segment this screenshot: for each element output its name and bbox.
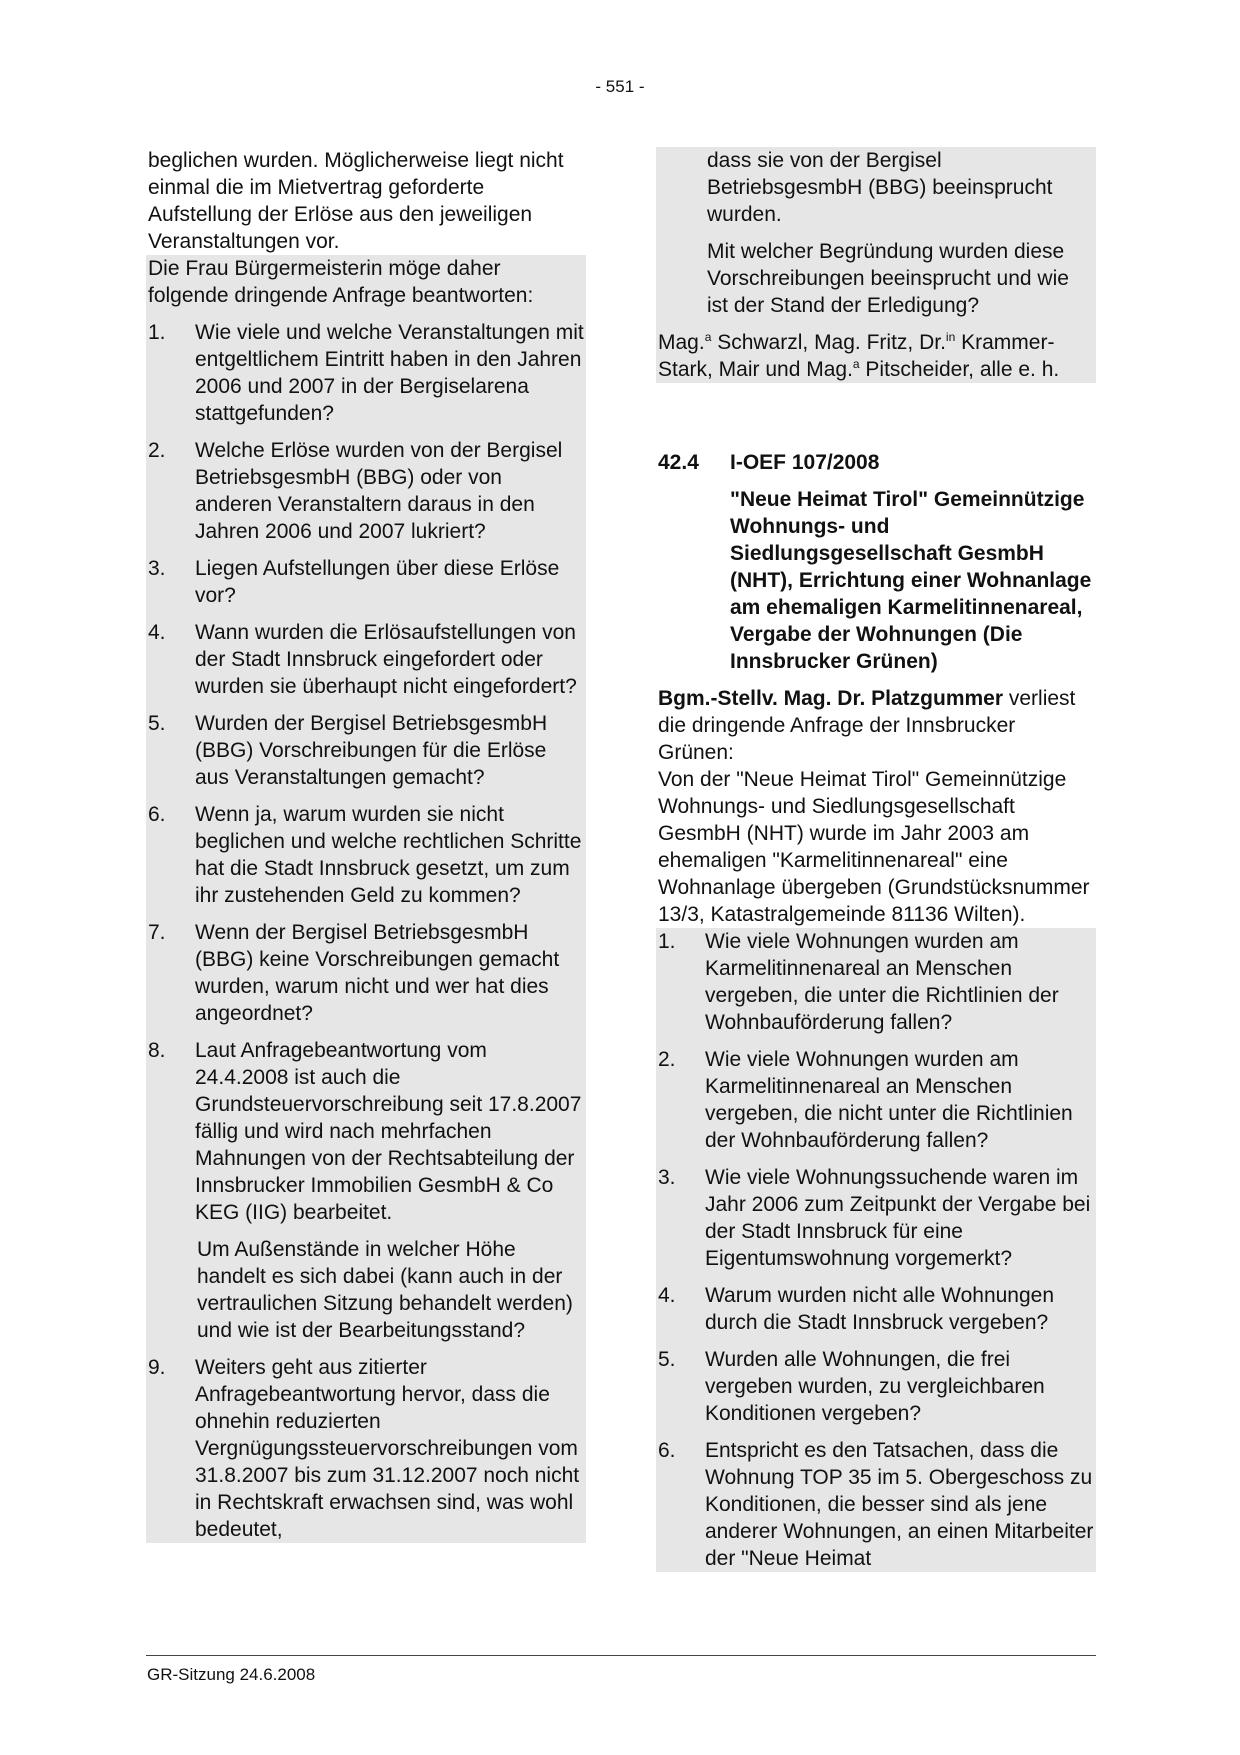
list-item — [658, 1282, 1094, 1346]
list-number: 5. — [658, 1348, 676, 1371]
list-item — [658, 928, 1094, 1046]
right-question-block — [656, 928, 1096, 1572]
list-text: Welche Erlöse wurden von der Bergisel BetriebsgesmbH (BBG) oder von anderen Veranstaltern daraus in den Jahren 2006 und 2007 lukriert? — [195, 439, 563, 543]
list-number: 7. — [148, 921, 166, 944]
list-item — [148, 555, 584, 619]
list-text: Weiters geht aus zitierter Anfragebeantwortung hervor, dass die ohnehin reduzierten Vergnügungssteuervorschreibungen vom 31.8.2007 bis zum 31.12.2007 noch nicht in Rechtskraft erwachsen sind, was wohl bedeutet, — [195, 1356, 580, 1541]
footer-rule — [146, 1655, 1096, 1656]
list-item — [148, 1354, 584, 1543]
list-item — [658, 1046, 1094, 1164]
left-intro-paragraph: beglichen wurden. Möglicherweise liegt nicht einmal die im Mietvertrag geforderte Aufstellung der Erlöse aus den jeweiligen Veranstaltungen vor. — [148, 149, 564, 253]
list-text: Warum wurden nicht alle Wohnungen durch die Stadt Innsbruck vergeben? — [705, 1284, 1055, 1334]
list-item — [148, 619, 584, 710]
section-title: "Neue Heimat Tirol" Gemeinnützige Wohnungs- und Siedlungsgesellschaft GesmbH (NHT), Errichtung einer Wohnanlage am ehemaligen Karmelitinnenareal, Vergabe der Wohnungen (Die Innsbrucker Grünen) — [730, 488, 1092, 673]
list-number: 8. — [148, 1039, 166, 1062]
list-number: 6. — [148, 803, 166, 826]
list-text: Wann wurden die Erlösaufstellungen von der Stadt Innsbruck eingefordert oder wurden sie überhaupt nicht eingefordert? — [195, 621, 577, 698]
list-number: 4. — [148, 621, 166, 644]
list-number: 9. — [148, 1356, 166, 1379]
list-text: Wie viele und welche Veranstaltungen mit entgeltlichem Eintritt haben in den Jahren 2006 und 2007 in der Bergiselarena stattgefunden? — [195, 321, 584, 425]
list-number: 1. — [148, 321, 166, 344]
speaker-name: Bgm.-Stellv. Mag. Dr. Platzgummer — [658, 687, 1004, 710]
list-item — [148, 710, 584, 801]
list-item — [658, 1346, 1094, 1437]
request-paragraph: Die Frau Bürgermeisterin möge daher folgende dringende Anfrage beantworten: — [148, 257, 534, 307]
right-column — [656, 147, 1096, 1572]
list-text: Wie viele Wohnungen wurden am Karmelitinnenareal an Menschen vergeben, die nicht unter die Richtlinien der Wohnbauförderung fallen? — [705, 1048, 1073, 1152]
list-text: Wurden der Bergisel BetriebsgesmbH (BBG) Vorschreibungen für die Erlöse aus Veranstaltungen gemacht? — [195, 712, 548, 789]
left-column — [146, 147, 586, 1543]
list-text: Entspricht es den Tatsachen, dass die Wohnung TOP 35 im 5. Obergeschoss zu Konditionen, die besser sind als jene anderer Wohnungen, an einen Mitarbeiter der "Neue Heimat — [705, 1439, 1094, 1570]
section-code: I-OEF 107/2008 — [730, 451, 880, 474]
left-request-block — [146, 255, 586, 1543]
list-number: 3. — [658, 1166, 676, 1189]
list-number: 4. — [658, 1284, 676, 1307]
speaker-paragraph: Bgm.-Stellv. Mag. Dr. Platzgummer verliest die dringende Anfrage der Innsbrucker Grünen: — [658, 687, 1076, 764]
right-intro-paragraph: Von der "Neue Heimat Tirol" Gemeinnützige Wohnungs- und Siedlungsgesellschaft GesmbH (NHT) wurde im Jahr 2003 am ehemaligen "Karmelitinnenareal" eine Wohnanlage übergeben (Grundstücksnummer 13/3, Katastralgemeinde 81136 Wilten). — [658, 768, 1090, 926]
signers-line: Mag.$^a$ Schwarzl, Mag. Fritz, Dr.$^{in}$ Krammer-Stark, Mair und Mag.$^a$ Pitscheider, alle e. h. — [658, 330, 1060, 381]
section-number: 42.4 — [658, 451, 699, 474]
list-text: Wurden alle Wohnungen, die frei vergeben wurden, zu vergleichbaren Konditionen vergeben? — [705, 1348, 1045, 1425]
list-item — [148, 437, 584, 555]
list-item — [148, 919, 584, 1037]
list-number: 1. — [658, 930, 676, 953]
list-number: 6. — [658, 1439, 676, 1462]
list-number: 2. — [148, 439, 166, 462]
continuation-paragraph: dass sie von der Bergisel BetriebsgesmbH (BBG) beeinsprucht wurden. — [707, 149, 1053, 226]
list-number: 5. — [148, 712, 166, 735]
section-heading — [656, 449, 1096, 476]
list-item — [148, 1037, 584, 1236]
list-text: Wenn der Bergisel BetriebsgesmbH (BBG) keine Vorschreibungen gemacht wurden, warum nicht und wer hat dies angeordnet? — [195, 921, 560, 1025]
list-text: Wenn ja, warum wurden sie nicht beglichen und welche rechtlichen Schritte hat die Stadt Innsbruck gesetzt, um zum ihr zustehenden Geld zu kommen? — [195, 803, 582, 907]
list-text: Wie viele Wohnungen wurden am Karmelitinnenareal an Menschen vergeben, die unter die Richtlinien der Wohnbauförderung fallen? — [705, 930, 1059, 1034]
list-text: Liegen Aufstellungen über diese Erlöse vor? — [195, 557, 560, 607]
list-item — [148, 801, 584, 919]
list-item — [148, 319, 584, 437]
list-number: 2. — [658, 1048, 676, 1071]
list-number: 3. — [148, 557, 166, 580]
page-number: - 551 - — [595, 77, 645, 96]
right-continuation-block — [656, 147, 1096, 383]
list-text: Wie viele Wohnungssuchende waren im Jahr 2006 zum Zeitpunkt der Vergabe bei der Stadt Innsbruck für eine Eigentumswohnung vorgemerkt? — [705, 1166, 1091, 1270]
continuation-paragraph: Mit welcher Begründung wurden diese Vorschreibungen beeinsprucht und wie ist der Stand der Erledigung? — [707, 240, 1069, 317]
list-text: Laut Anfragebeantwortung vom 24.4.2008 ist auch die Grundsteuervorschreibung seit 17.8.2007 fällig und wird nach mehrfachen Mahnungen von der Rechtsabteilung der Innsbrucker Immobilien GesmbH & Co KEG (IIG) bearbeitet. — [195, 1039, 582, 1224]
list-item — [658, 1437, 1094, 1572]
list-item-followup: Um Außenstände in welcher Höhe handelt es sich dabei (kann auch in der vertraulichen Sitzung behandelt werden) und wie ist der Bearbeitungsstand? — [197, 1238, 573, 1342]
list-item — [658, 1164, 1094, 1282]
footer-text: GR-Sitzung 24.6.2008 — [147, 1665, 316, 1684]
